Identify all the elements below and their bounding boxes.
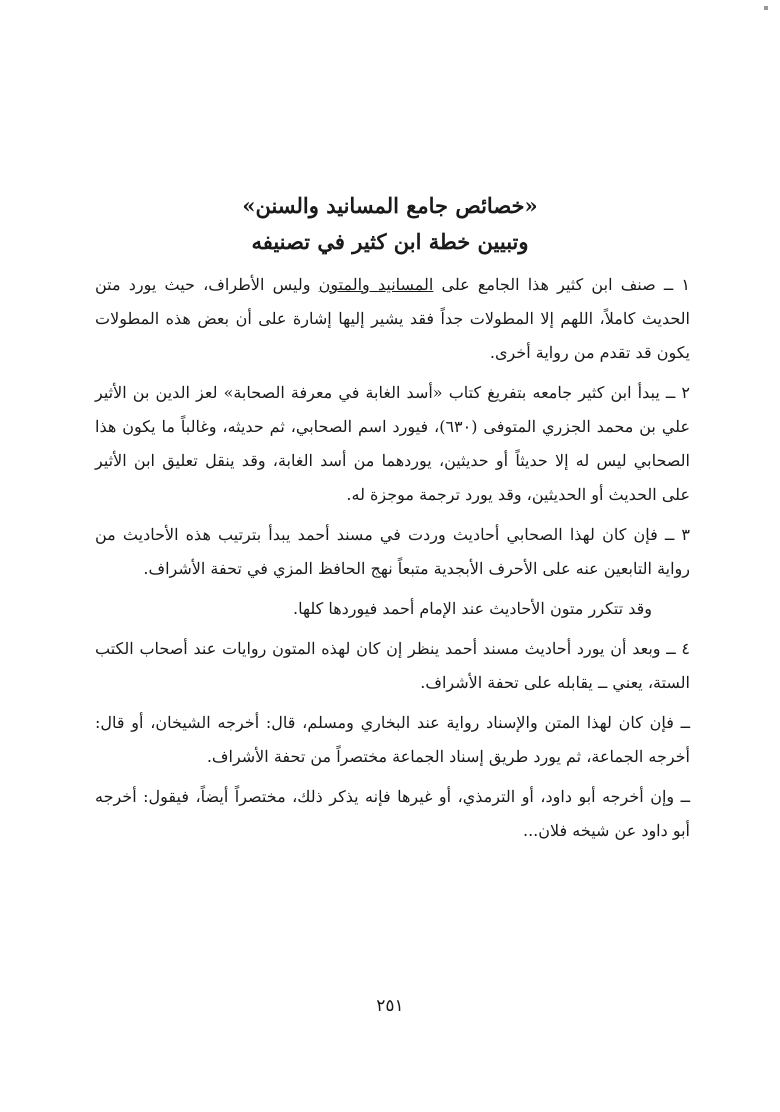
paragraph-4 [95, 592, 690, 626]
paragraph-2 [95, 376, 690, 512]
section-heading [100, 188, 680, 260]
paragraph-7-text: ــ وإن أخرجه أبو داود، أو الترمذي، أو غيرها فإنه يذكر ذلك، مختصراً أيضاً، فيقول: أخرجه أبو داود عن شيخه فلان... [95, 787, 691, 840]
paragraph-5-text: ٤ ــ وبعد أن يورد أحاديث مسند أحمد ينظر إن كان لهذه المتون روايات عند أصحاب الكتب الستة، يعني ــ يقابله على تحفة الأشراف. [95, 639, 690, 692]
page-number: ٢٥١ [376, 996, 404, 1016]
paragraph-1-underlined: المسانيد والمتون [318, 275, 434, 294]
paragraph-3-text: ٣ ــ فإن كان لهذا الصحابي أحاديث وردت في مسند أحمد يبدأ بترتيب هذه الأحاديث من رواية التابعين عنه على الأحرف الأبجدية متبعاً نهج الحافظ المزي في تحفة الأشراف. [95, 525, 690, 578]
paragraph-5 [95, 632, 690, 700]
heading-title: «خصائص جامع المسانيد والسنن» [242, 193, 538, 218]
paragraph-6-text: ــ فإن كان لهذا المتن والإسناد رواية عند البخاري ومسلم، قال: أخرجه الشيخان، أو قال: أخرجه الجماعة، ثم يورد طريق إسناد الجماعة مختصراً من تحفة الأشراف. [95, 713, 690, 766]
paragraph-7 [95, 780, 690, 848]
paragraph-1-text-b: وليس الأطراف، حيث يورد متن الحديث كاملاً، اللهم إلا المطولات جداً فقد يشير إليها إشارة على أن بعض هذه المطولات يكون قد تقدم من رواية أخرى. [95, 275, 690, 362]
body-text [95, 268, 690, 854]
paragraph-1 [95, 268, 690, 370]
paragraph-1-text-a: ١ ــ صنف ابن كثير هذا الجامع على [433, 275, 690, 294]
scan-mark [764, 6, 768, 10]
heading-subtitle: وتبيين خطة ابن كثير في تصنيفه [251, 229, 529, 254]
paragraph-4-text: وقد تتكرر متون الأحاديث عند الإمام أحمد فيوردها كلها. [292, 599, 652, 618]
paragraph-2-text: ٢ ــ يبدأ ابن كثير جامعه بتفريغ كتاب «أسد الغابة في معرفة الصحابة» لعز الدين بن الأثير علي بن محمد الجزري المتوفى (٦٣٠)، فيورد اسم الصحابي، ثم حديثه، وغالباً ما يكون هذا الصحابي ليس له إلا حديثاً أو حديثين، يوردهما من أسد الغابة، وقد ينقل تعليق ابن الأثير على الحديث أو الحديثين، وقد يورد ترجمة موجزة له. [95, 383, 690, 504]
paragraph-3 [95, 518, 690, 586]
paragraph-6 [95, 706, 690, 774]
